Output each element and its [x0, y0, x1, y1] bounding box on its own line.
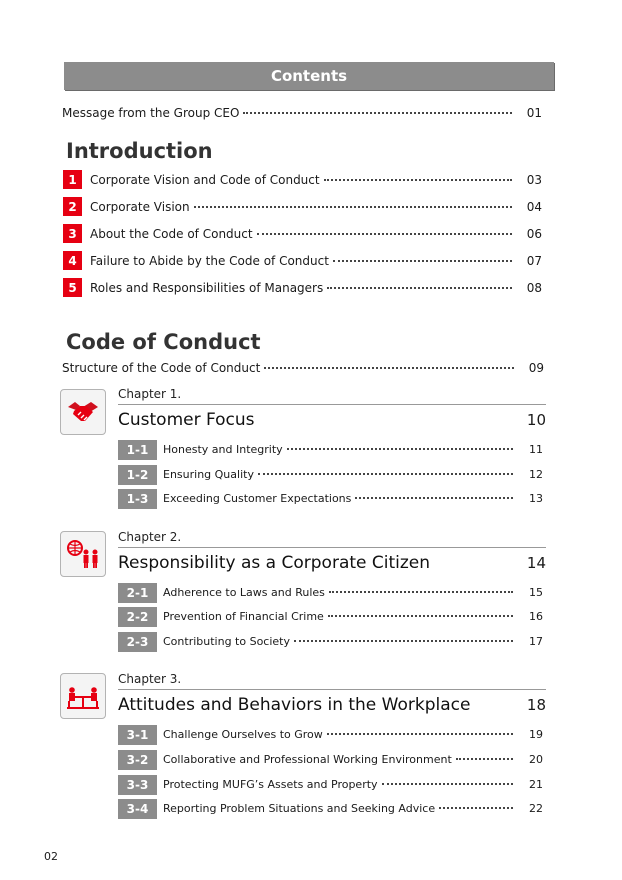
page-number: 02 [44, 850, 58, 863]
toc-page: 08 [526, 281, 542, 295]
toc-row [163, 635, 543, 648]
toc-row [90, 200, 542, 214]
toc-page: 09 [528, 361, 544, 375]
leader-dots [257, 233, 512, 235]
intro-number-badge: 5 [63, 278, 82, 297]
toc-row [90, 281, 542, 295]
toc-page: 16 [529, 610, 543, 623]
toc-label: Collaborative and Professional Working Environment [163, 753, 452, 766]
toc-label: Exceeding Customer Expectations [163, 492, 352, 505]
introduction-heading: Introduction [66, 139, 213, 163]
toc-page: 17 [529, 635, 543, 648]
toc-label: Challenge Ourselves to Grow [163, 728, 323, 741]
sub-number-badge: 3-3 [118, 775, 157, 795]
toc-label: Adherence to Laws and Rules [163, 586, 325, 599]
chapter-label: Chapter 1. [118, 387, 182, 401]
chapter-page: 14 [526, 554, 546, 572]
toc-row [90, 254, 542, 268]
toc-page: 12 [529, 468, 543, 481]
intro-number-badge: 2 [63, 197, 82, 216]
leader-dots [287, 448, 513, 450]
sub-number-badge: 2-3 [118, 632, 157, 652]
toc-row [90, 227, 542, 241]
leader-dots [258, 473, 513, 475]
leader-dots [328, 615, 513, 617]
sub-number-badge: 2-1 [118, 583, 157, 603]
sub-number-badge: 1-2 [118, 465, 157, 485]
toc-label: Failure to Abide by the Code of Conduct [90, 254, 329, 268]
toc-row [163, 586, 543, 599]
chapter-title: Attitudes and Behaviors in the Workplace [118, 695, 471, 715]
toc-label: Honesty and Integrity [163, 443, 283, 456]
toc-page: 13 [529, 492, 543, 505]
toc-label: Structure of the Code of Conduct [62, 361, 261, 375]
toc-page: 06 [526, 227, 542, 241]
intro-number-badge: 3 [63, 224, 82, 243]
chapter-title-row[interactable] [118, 547, 546, 573]
toc-label: Protecting MUFG’s Assets and Property [163, 778, 378, 791]
contents-banner [64, 62, 554, 90]
toc-row [163, 468, 543, 481]
handshake-icon [60, 389, 106, 435]
chapter-page: 18 [526, 696, 546, 714]
toc-page: 19 [529, 728, 543, 741]
toc-label: Reporting Problem Situations and Seeking Advice [163, 802, 436, 815]
leader-dots [327, 733, 513, 735]
code-of-conduct-heading: Code of Conduct [66, 330, 261, 354]
toc-row [163, 753, 543, 766]
chapter-label: Chapter 2. [118, 530, 182, 544]
chapter-title: Customer Focus [118, 410, 255, 430]
leader-dots [324, 179, 512, 181]
chapter-page: 10 [526, 411, 546, 429]
toc-label: Corporate Vision and Code of Conduct [90, 173, 320, 187]
toc-label: Roles and Responsibilities of Managers [90, 281, 324, 295]
toc-label: Prevention of Financial Crime [163, 610, 324, 623]
toc-row [163, 728, 543, 741]
toc-page: 21 [529, 778, 543, 791]
toc-page: 03 [526, 173, 542, 187]
leader-dots [439, 807, 513, 809]
toc-row [163, 778, 543, 791]
toc-label: About the Code of Conduct [90, 227, 253, 241]
toc-page: 04 [526, 200, 542, 214]
leader-dots [264, 367, 514, 369]
sub-number-badge: 3-4 [118, 799, 157, 819]
toc-label: Contributing to Society [163, 635, 290, 648]
toc-row-structure[interactable] [62, 361, 544, 375]
sub-number-badge: 1-3 [118, 489, 157, 509]
leader-dots [329, 591, 513, 593]
toc-row [163, 492, 543, 505]
toc-label: Ensuring Quality [163, 468, 254, 481]
globe-people-icon [60, 531, 106, 577]
toc-row [163, 610, 543, 623]
toc-row-ceo[interactable] [62, 106, 542, 120]
leader-dots [327, 287, 512, 289]
sub-number-badge: 3-1 [118, 725, 157, 745]
toc-page: 15 [529, 586, 543, 599]
meeting-icon [60, 673, 106, 719]
leader-dots [243, 112, 512, 114]
toc-label: Message from the Group CEO [62, 106, 240, 120]
chapter-label: Chapter 3. [118, 672, 182, 686]
leader-dots [333, 260, 512, 262]
toc-page: 11 [529, 443, 543, 456]
chapter-title-row[interactable] [118, 404, 546, 430]
intro-number-badge: 1 [63, 170, 82, 189]
toc-page: 20 [529, 753, 543, 766]
toc-row [163, 443, 543, 456]
toc-row [90, 173, 542, 187]
toc-page: 22 [529, 802, 543, 815]
intro-number-badge: 4 [63, 251, 82, 270]
leader-dots [194, 206, 512, 208]
sub-number-badge: 1-1 [118, 440, 157, 460]
leader-dots [294, 640, 513, 642]
toc-row [163, 802, 543, 815]
toc-page: 01 [526, 106, 542, 120]
contents-title: Contents [270, 67, 348, 85]
chapter-title-row[interactable] [118, 689, 546, 715]
leader-dots [382, 783, 513, 785]
toc-page: 07 [526, 254, 542, 268]
leader-dots [456, 758, 513, 760]
chapter-title: Responsibility as a Corporate Citizen [118, 553, 431, 573]
sub-number-badge: 3-2 [118, 750, 157, 770]
toc-label: Corporate Vision [90, 200, 190, 214]
leader-dots [355, 497, 513, 499]
sub-number-badge: 2-2 [118, 607, 157, 627]
